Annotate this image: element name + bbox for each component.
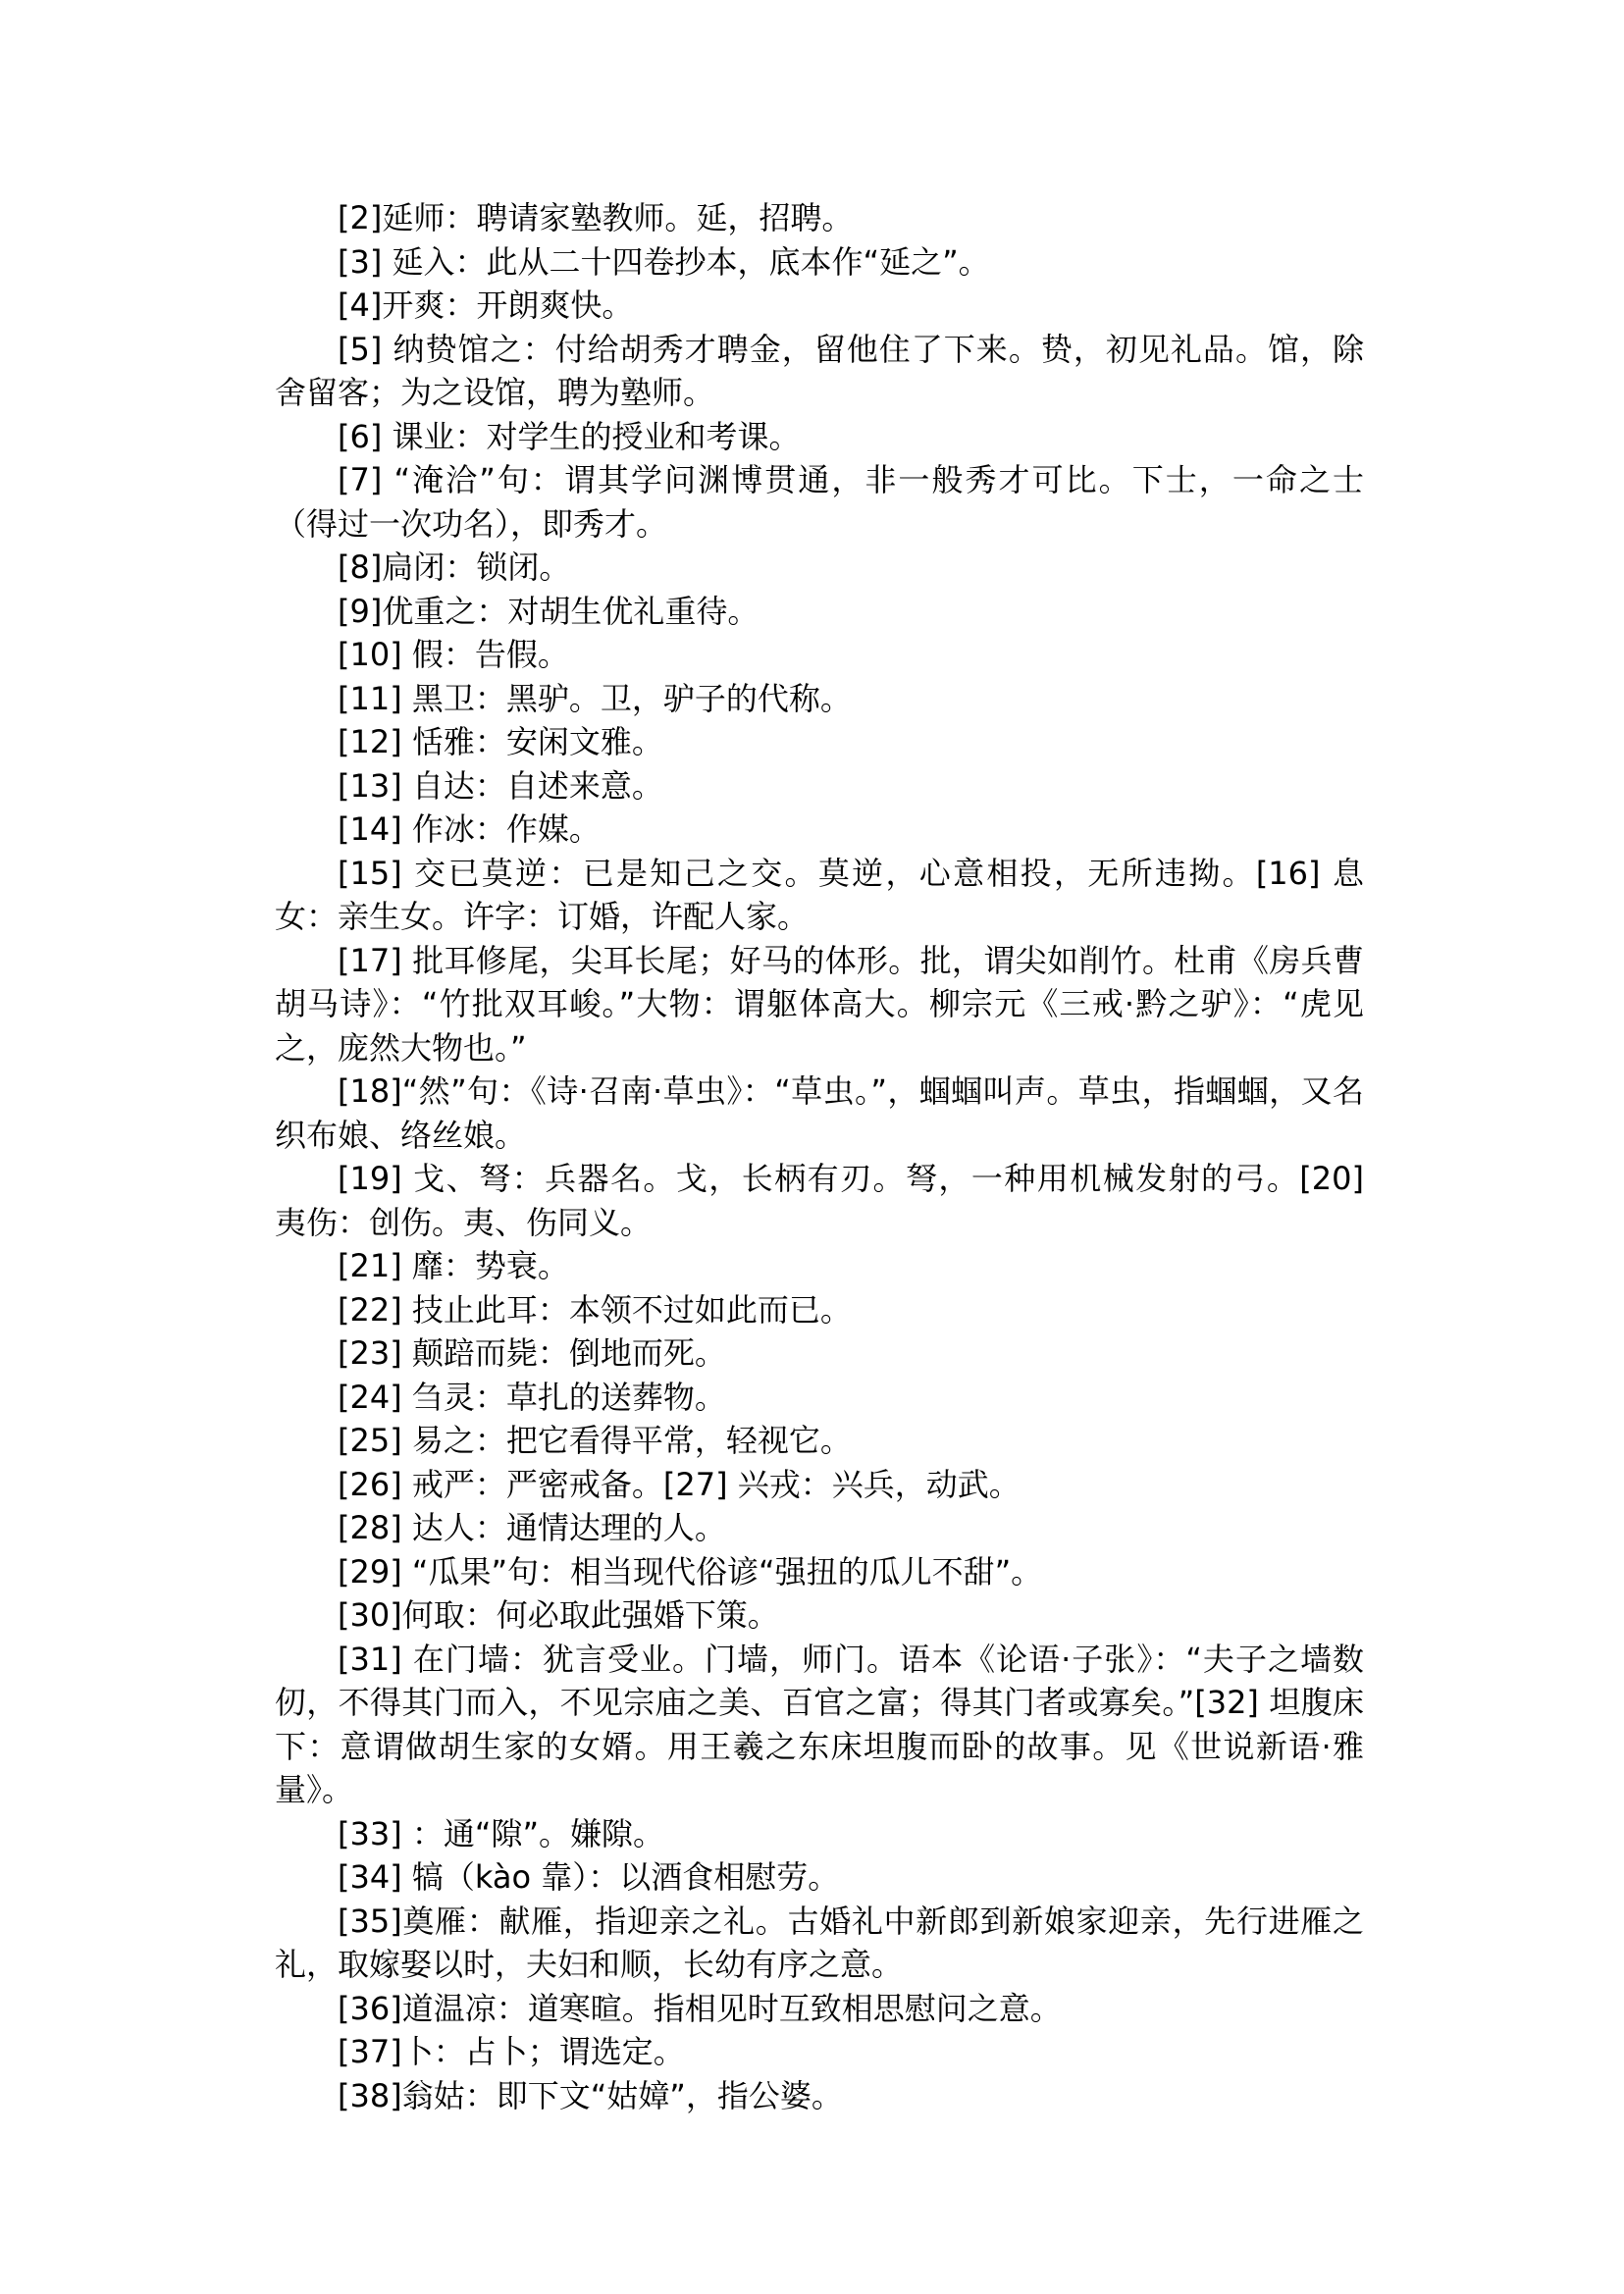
footnote-8: [8]扃闭：锁闭。 (338, 548, 571, 586)
footnote-9: [9]优重之：对胡生优礼重待。 (338, 592, 760, 630)
footnote-15-16: [15] 交已莫逆：已是知己之交。莫逆，心意相投，无所违拗。[16] 息女：亲生女。许字：订婚，许配人家。 (275, 854, 1364, 935)
footnote-14: [14] 作冰：作媒。 (338, 810, 601, 848)
footnote-10: [10] 假：告假。 (338, 636, 569, 673)
footnote-30: [30]何取：何必取此强婚下策。 (338, 1596, 779, 1634)
footnote-22: [22] 技止此耳：本领不过如此而已。 (338, 1290, 852, 1329)
footnote-25: [25] 易之：把它看得平常，轻视它。 (338, 1422, 852, 1459)
footnote-26-27: [26] 戒严：严密戒备。[27] 兴戎：兴兵，动武。 (338, 1465, 1021, 1503)
footnote-33: [33] ：通“隙”。嫌隙。 (338, 1814, 665, 1852)
footnote-29: [29] “瓜果”句：相当现代俗谚“强扭的瓜儿不甜”。 (338, 1552, 1043, 1590)
footnote-2: [2]延师：聘请家塾教师。延，招聘。 (338, 199, 854, 236)
footnote-13: [13] 自达：自述来意。 (338, 766, 663, 805)
footnote-38: [38]翁姑：即下文“姑嫜”，指公婆。 (338, 2076, 843, 2114)
footnote-7: [7] “淹洽”句：谓其学问渊博贯通，非一般秀才可比。下士，一命之士（得过一次功名），即秀才。 (275, 461, 1364, 543)
footnote-11: [11] 黑卫：黑驴。卫，驴子的代称。 (338, 679, 852, 717)
footnote-23: [23] 颠踣而毙：倒地而死。 (338, 1334, 726, 1372)
footnote-17: [17] 批耳修尾，尖耳长尾；好马的体形。批，谓尖如削竹。杜甫《房兵曹胡马诗》：“竹批双耳峻。”大物：谓躯体高大。柳宗元《三戒·黔之驴》：“虎见之，庞然大物也。” (275, 941, 1364, 1067)
footnote-19-20: [19] 戈、弩：兵器名。戈，长柄有刃。弩，一种用机械发射的弓。[20] 夷伤：创伤。夷、伤同义。 (275, 1160, 1364, 1241)
footnote-31-32: [31] 在门墙：犹言受业。门墙，师门。语本《论语·子张》：“夫子之墙数仞，不得其门而入，不见宗庙之美、百官之富；得其门者或寡矣。”[32] 坦腹床下：意谓做胡生家的女婿。用王羲之东床坦腹而卧的故事。见《世说新语·雅量》。 (275, 1640, 1364, 1808)
footnote-12: [12] 恬雅：安闲文雅。 (338, 723, 663, 760)
footnote-4: [4]开爽：开朗爽快。 (338, 287, 634, 324)
footnote-28: [28] 达人：通情达理的人。 (338, 1509, 726, 1546)
footnote-21: [21] 靡：势衰。 (338, 1247, 569, 1284)
footnote-3: [3] 延入：此从二十四卷抄本，底本作“延之”。 (338, 242, 990, 281)
footnote-24: [24] 刍灵：草扎的送葬物。 (338, 1378, 726, 1416)
footnote-18: [18]“然”句：《诗·召南·草虫》：“草虫。”，蝈蝈叫声。草虫，指蝈蝈，又名织布娘、络丝娘。 (275, 1072, 1364, 1154)
footnote-page (275, 196, 1364, 2117)
footnote-35: [35]奠雁：献雁，指迎亲之礼。古婚礼中新郎到新娘家迎亲，先行进雁之礼，取嫁娶以时，夫妇和顺，长幼有序之意。 (275, 1902, 1364, 1983)
footnote-5: [5] 纳贽馆之：付给胡秀才聘金，留他住了下来。贽，初见礼品。馆，除舍留客；为之设馆，聘为塾师。 (275, 330, 1364, 411)
footnote-6: [6] 课业：对学生的授业和考课。 (338, 417, 801, 455)
footnote-37: [37]卜：占卜；谓选定。 (338, 2033, 685, 2070)
footnote-34: [34] 犒（kào 靠）：以酒食相慰劳。 (338, 1858, 840, 1896)
footnote-36: [36]道温凉：道寒暄。指相见时互致相思慰问之意。 (338, 1989, 1062, 2027)
